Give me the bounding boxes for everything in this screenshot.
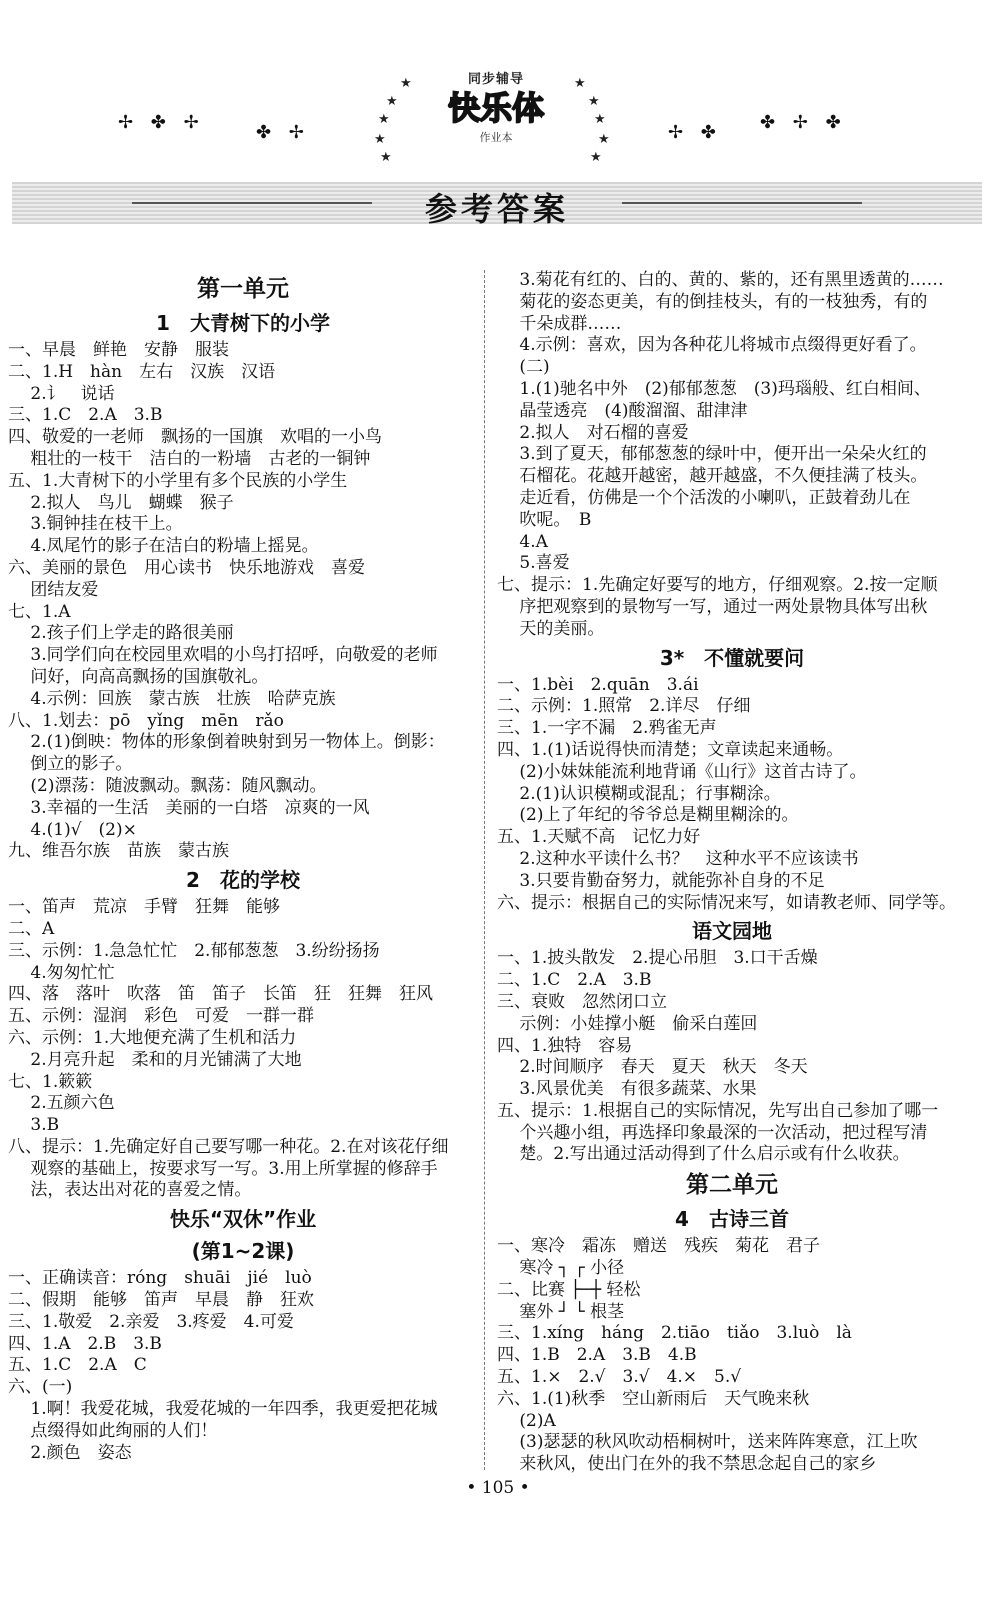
answer-line: 走近看，仿佛是一个个活泼的小喇叭，正鼓着劲儿在 bbox=[497, 487, 911, 508]
answer-column-left bbox=[8, 270, 478, 1464]
answer-line: 3.菊花有红的、白的、黄的、紫的，还有黑里透黄的…… bbox=[497, 270, 944, 290]
answer-line: 五、示例：湿润 彩色 可爱 一群一群 bbox=[8, 1006, 314, 1027]
answer-line: 六、1.(1)秋季 空山新雨后 天气晚来秋 bbox=[497, 1388, 810, 1409]
page-title: 参考答案 bbox=[424, 190, 569, 228]
answer-line: 2.讠 说话 bbox=[8, 383, 115, 404]
column-divider bbox=[484, 270, 486, 1470]
answer-line: 三、1.敬爱 2.亲爱 3.疼爱 4.可爱 bbox=[8, 1311, 294, 1332]
answer-line: 4.示例：喜欢，因为各种花儿将城市点缀得更好看了。 bbox=[497, 335, 927, 356]
title-band bbox=[12, 182, 982, 228]
answer-line: 4.匆匆忙忙 bbox=[8, 962, 115, 983]
answer-line: 法，表达出对花的喜爱之情。 bbox=[8, 1180, 252, 1201]
answer-line: 五、1.天赋不高 记忆力好 bbox=[497, 827, 701, 848]
page-number: • 105 • bbox=[466, 1478, 530, 1498]
answer-line: 2.拟人 对石榴的喜爱 bbox=[497, 422, 689, 443]
answer-line: (2)漂荡：随波飘动。飘荡：随风飘动。 bbox=[8, 775, 327, 796]
answer-line: 晶莹透亮 (4)酸溜溜、甜津津 bbox=[497, 400, 748, 421]
answer-line: 3.只要肯勤奋努力，就能弥补自身的不足 bbox=[497, 870, 825, 891]
answer-line: 2.(1)认识模糊或混乱；行事糊涂。 bbox=[497, 783, 781, 804]
answer-line: 七、提示：1.先确定好要写的地方，仔细观察。2.按一定顺 bbox=[497, 575, 938, 596]
answer-line: 2.孩子们上学走的路很美丽 bbox=[8, 623, 234, 644]
answer-line: 二、示例：1.照常 2.详尽 仔细 bbox=[497, 696, 751, 717]
answer-line: 来秋风，使出门在外的我不禁思念起自己的家乡 bbox=[497, 1454, 877, 1475]
answer-line: 四、1.独特 容易 bbox=[497, 1035, 633, 1056]
answer-line: 八、1.划去：pō yǐng mēn rǎo bbox=[8, 710, 284, 731]
lesson-heading: 2 花的学校 bbox=[186, 868, 300, 893]
answer-line: 点缀得如此绚丽的人们！ bbox=[8, 1420, 218, 1441]
answer-line: 个兴趣小组，再选择印象最深的一次活动，把过程写清 bbox=[497, 1122, 928, 1143]
answer-line: 八、提示：1.先确定好自己要写哪一种花。2.在对该花仔细 bbox=[8, 1136, 449, 1157]
answer-line: 四、1.A 2.B 3.B bbox=[8, 1333, 162, 1354]
answer-line: 示例：小娃撑小艇 偷采白莲回 bbox=[497, 1013, 758, 1034]
answer-line: 塞外 ┘ └ 根茎 bbox=[497, 1301, 625, 1322]
answer-line: 一、正确读音：róng shuāi jié luò bbox=[8, 1268, 312, 1289]
logo-main-text: 快乐体 bbox=[447, 89, 544, 127]
answer-line: 团结友爱 bbox=[8, 579, 99, 600]
star-icon: ★ bbox=[380, 150, 392, 165]
star-icon: ★ bbox=[378, 112, 390, 127]
lesson-heading: 3* 不懂就要问 bbox=[659, 645, 805, 670]
answer-line: 3.B bbox=[8, 1115, 60, 1136]
answer-line: 七、1.簌簌 bbox=[8, 1071, 93, 1092]
answer-line: 三、示例：1.急急忙忙 2.郁郁葱葱 3.纷纷扬扬 bbox=[8, 940, 380, 961]
answer-line: 2.这种水平读什么书？ 这种水平不应该读书 bbox=[497, 848, 859, 869]
answer-line: 二、比赛 ├─┼ 轻松 bbox=[497, 1279, 641, 1300]
star-icon: ★ bbox=[400, 76, 412, 91]
answer-line: 3.同学们向在校园里欢唱的小鸟打招呼，向敬爱的老师 bbox=[8, 645, 438, 666]
answer-line: 三、1.一字不漏 2.鸦雀无声 bbox=[497, 718, 717, 739]
answer-line: 天的美丽。 bbox=[497, 618, 605, 639]
answer-line: 3.风景优美 有很多蔬菜、水果 bbox=[497, 1079, 757, 1100]
answer-line: 五、1.C 2.A C bbox=[8, 1355, 147, 1376]
answer-line: 1.(1)驰名中外 (2)郁郁葱葱 (3)玛瑙般、红白相间、 bbox=[497, 378, 931, 399]
page-header bbox=[0, 0, 996, 240]
logo-sub-text: 作业本 bbox=[479, 131, 513, 144]
answer-line: 一、1.bèi 2.quān 3.ái bbox=[497, 674, 699, 695]
answer-line: 一、笛声 荒凉 手臂 狂舞 能够 bbox=[8, 897, 280, 918]
answer-line: 寒冷 ┐ ┌ 小径 bbox=[497, 1258, 625, 1279]
lesson-heading: (第1~2课) bbox=[191, 1239, 295, 1264]
answer-line: 六、(一) bbox=[8, 1377, 73, 1398]
answer-line: 4.凤尾竹的影子在洁白的粉墙上摇晃。 bbox=[8, 536, 319, 557]
star-icon: ★ bbox=[594, 112, 606, 127]
answer-line: (二) bbox=[497, 357, 550, 378]
answer-line: 千朵成群…… bbox=[497, 313, 622, 334]
answer-line: 4.(1)√ (2)× bbox=[8, 819, 137, 840]
answer-line: 七、1.A bbox=[8, 601, 71, 622]
lesson-heading: 1 大青树下的小学 bbox=[156, 311, 330, 335]
answer-line: 一、早晨 鲜艳 安静 服装 bbox=[8, 340, 229, 360]
answer-line: 一、寒冷 霜冻 赠送 残疾 菊花 君子 bbox=[497, 1236, 820, 1257]
lesson-heading: 快乐“双休”作业 bbox=[169, 1207, 317, 1232]
answer-line: 2.颜色 姿态 bbox=[8, 1442, 132, 1463]
answer-line: 2.拟人 鸟儿 蝴蝶 猴子 bbox=[8, 492, 234, 513]
answer-line: 五、1.大青树下的小学里有多个民族的小学生 bbox=[8, 470, 348, 491]
answer-line: 序把观察到的景物写一写，通过一两处景物具体写出秋 bbox=[497, 596, 928, 617]
star-icon: ★ bbox=[588, 94, 600, 109]
answer-line: 九、维吾尔族 苗族 蒙古族 bbox=[8, 841, 229, 862]
answer-line: 二、假期 能够 笛声 早晨 静 狂欢 bbox=[8, 1290, 314, 1311]
answer-line: 一、1.披头散发 2.提心吊胆 3.口干舌燥 bbox=[497, 948, 818, 969]
answer-line: 六、美丽的景色 用心读书 快乐地游戏 喜爱 bbox=[8, 557, 365, 578]
logo-top-text: 同步辅导 bbox=[467, 72, 524, 87]
answer-line: 五、提示：1.根据自己的实际情况，先写出自己参加了哪一 bbox=[497, 1100, 939, 1121]
answer-line: 问好，向高高飘扬的国旗敬礼。 bbox=[8, 666, 269, 687]
answer-line: 四、落 落叶 吹落 笛 笛子 长笛 狂 狂舞 狂风 bbox=[8, 984, 433, 1005]
lesson-heading: 语文园地 bbox=[692, 919, 772, 944]
brand-logo bbox=[418, 68, 574, 158]
answer-line: 三、1.C 2.A 3.B bbox=[8, 405, 163, 426]
star-icon: ★ bbox=[590, 150, 602, 165]
answer-line: 5.喜爱 bbox=[497, 553, 570, 574]
answer-line: 四、敬爱的一老师 飘扬的一国旗 欢唱的一小鸟 bbox=[8, 427, 382, 448]
unit-heading: 第一单元 bbox=[197, 276, 289, 302]
answer-line: 4.示例：回族 蒙古族 壮族 哈萨克族 bbox=[8, 688, 336, 709]
answer-line: (3)瑟瑟的秋风吹动梧桐树叶，送来阵阵寒意，江上吹 bbox=[497, 1432, 918, 1453]
unit-heading: 第二单元 bbox=[686, 1172, 778, 1199]
answer-line: 3.铜钟挂在枝干上。 bbox=[8, 514, 183, 535]
answer-line: 3.到了夏天，郁郁葱葱的绿叶中，便开出一朵朵火红的 bbox=[497, 444, 927, 465]
answer-line: 三、衰败 忽然闭口立 bbox=[497, 991, 667, 1012]
star-icon: ★ bbox=[574, 76, 586, 91]
answer-line: 2.月亮升起 柔和的月光铺满了大地 bbox=[8, 1049, 302, 1070]
clover-sprigs-left-icon: ✢ ✤ ✢ bbox=[118, 112, 205, 133]
answer-line: 二、1.H hàn 左右 汉族 汉语 bbox=[8, 361, 276, 382]
answer-line: 观察的基础上，按要求写一写。3.用上所掌握的修辞手 bbox=[8, 1158, 438, 1179]
answer-line: (2)上了年纪的爷爷总是糊里糊涂的。 bbox=[497, 805, 799, 826]
answer-line: 四、1.B 2.A 3.B 4.B bbox=[497, 1345, 697, 1366]
answer-line: 2.五颜六色 bbox=[8, 1093, 115, 1114]
answer-line: 石榴花。花越开越密，越开越盛，不久便挂满了枝头。 bbox=[497, 466, 928, 487]
star-icon: ★ bbox=[374, 132, 386, 147]
answer-line: 吹呢。 B bbox=[497, 509, 592, 530]
answer-line: 2.(1)倒映：物体的形象倒着映射到另一物体上。倒影： bbox=[8, 732, 445, 753]
answer-line: 3.幸福的一生活 美丽的一白塔 凉爽的一风 bbox=[8, 797, 370, 818]
answer-line: 二、A bbox=[8, 918, 55, 939]
answer-line: 菊花的姿态更美，有的倒挂枝头，有的一枝独秀，有的 bbox=[497, 291, 928, 312]
answer-line: (2)小妹妹能流利地背诵《山行》这首古诗了。 bbox=[497, 761, 867, 782]
clover-sprigs-right-2-icon: ✤ ✢ ✤ bbox=[760, 112, 847, 133]
star-icon: ★ bbox=[598, 132, 610, 147]
answer-line: 楚。2.写出通过活动得到了什么启示或有什么收获。 bbox=[497, 1144, 910, 1165]
answer-line: 倒立的影子。 bbox=[8, 754, 133, 775]
answer-column-right bbox=[497, 270, 967, 1476]
lesson-heading: 4 古诗三首 bbox=[675, 1207, 789, 1232]
answer-line: 二、1.C 2.A 3.B bbox=[497, 970, 652, 991]
answer-line: (2)A bbox=[497, 1410, 556, 1431]
clover-sprigs-right-icon: ✢ ✤ bbox=[668, 122, 722, 143]
answer-line: 五、1.× 2.√ 3.√ 4.× 5.√ bbox=[497, 1367, 742, 1388]
answer-line: 三、1.xíng háng 2.tiāo tiǎo 3.luò là bbox=[497, 1323, 852, 1344]
answer-line: 六、示例：1.大地便充满了生机和活力 bbox=[8, 1027, 297, 1048]
clover-sprigs-left-2-icon: ✤ ✢ bbox=[256, 122, 310, 143]
answer-line: 四、1.(1)话说得快而清楚；文章读起来通畅。 bbox=[497, 739, 844, 760]
answer-line: 4.A bbox=[497, 531, 548, 552]
star-icon: ★ bbox=[386, 94, 398, 109]
answer-line: 1.啊！我爱花城，我爱花城的一年四季，我更爱把花城 bbox=[8, 1399, 438, 1420]
answer-line: 粗壮的一枝干 洁白的一粉墙 古老的一铜钟 bbox=[8, 448, 371, 469]
answer-line: 2.时间顺序 春天 夏天 秋天 冬天 bbox=[497, 1057, 808, 1078]
answer-line: 六、提示：根据自己的实际情况来写，如请教老师、同学等。 bbox=[497, 892, 956, 913]
